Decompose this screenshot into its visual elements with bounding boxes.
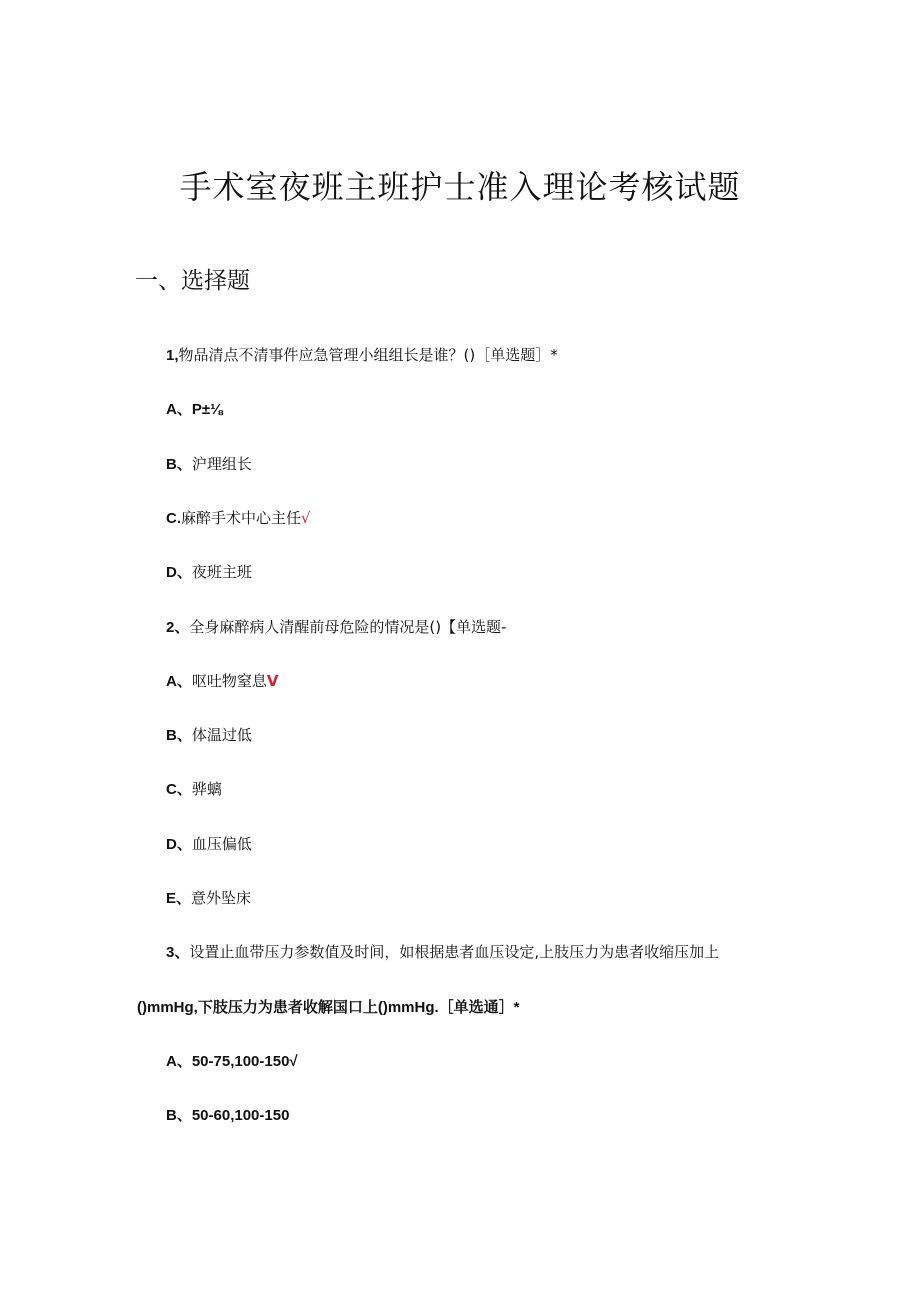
question-number: 1, [166, 347, 179, 364]
question-text: 全身麻醉病人清醒前母危险的情况是()【单选题- [189, 618, 507, 636]
option-prefix: A、 [166, 673, 192, 690]
option-text: 呕吐物窒息 [191, 672, 267, 690]
question-number: 2、 [166, 619, 190, 636]
question-text: 设置止血带压力参数值及时间，如根据患者血压设定,上肢压力为患者收缩压加上 [189, 943, 720, 961]
option-prefix: E、 [166, 890, 192, 907]
question-3-continuation [137, 996, 520, 1019]
option-text: 沪理组长 [191, 455, 252, 473]
option-text: 体温过低 [191, 726, 252, 744]
option-prefix: D、 [166, 564, 192, 581]
check-mark-icon: V [266, 672, 279, 690]
question-3 [166, 941, 719, 964]
option-2d [166, 833, 252, 856]
option-prefix: D、 [166, 836, 192, 853]
option-prefix: A、 [166, 1053, 192, 1070]
option-2c [166, 778, 222, 801]
option-1d [166, 561, 252, 584]
option-1c [166, 507, 311, 530]
question-number: 3、 [166, 944, 190, 961]
option-2b [166, 724, 252, 747]
option-1a [166, 398, 223, 421]
option-2a [166, 670, 278, 693]
option-text: 50-60,100-150 [191, 1107, 290, 1124]
option-2e [166, 887, 251, 910]
option-prefix: B、 [166, 456, 192, 473]
option-prefix: C、 [166, 781, 192, 798]
option-prefix: A、 [166, 401, 192, 418]
option-prefix: C. [166, 510, 181, 527]
question-text-cont: ()mmHg,下肢压力为患者收解国口上()mmHg.［单选通］* [137, 999, 520, 1016]
check-mark-icon: √ [301, 509, 311, 527]
option-text: 骅螭 [191, 780, 222, 798]
option-text: 血压偏低 [191, 835, 252, 853]
option-text: 意外坠床 [191, 889, 252, 907]
option-text: 50-75,100-150√ [191, 1053, 298, 1070]
section-heading: 一、选择题 [135, 268, 250, 294]
question-2 [166, 616, 506, 639]
option-3a [166, 1050, 298, 1073]
question-text: 物品清点不清事件应急管理小组组长是谁？()［单选题］* [178, 346, 558, 364]
question-1 [166, 344, 558, 367]
option-prefix: B、 [166, 727, 192, 744]
option-prefix: B、 [166, 1107, 192, 1124]
option-text: 麻醉手术中心主任 [181, 509, 302, 527]
option-3b [166, 1104, 289, 1127]
page-title: 手术室夜班主班护士准入理论考核试题 [179, 168, 741, 206]
option-text: 夜班主班 [191, 563, 252, 581]
option-text: P±⅛ [191, 401, 223, 418]
option-1b [166, 453, 252, 476]
